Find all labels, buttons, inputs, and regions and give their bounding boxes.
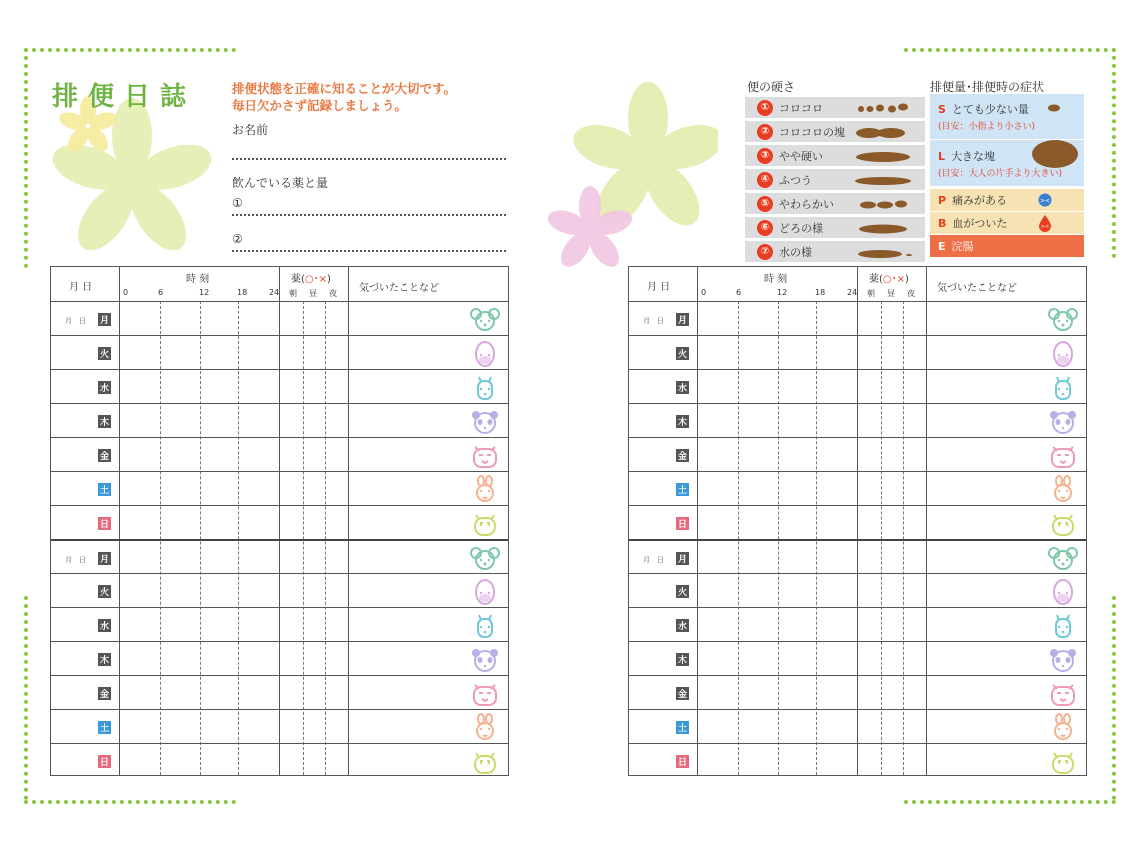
month-day-label: 月 日: [643, 317, 664, 325]
horse-icon: [1048, 747, 1078, 775]
medicine-sub-label: 昼: [309, 289, 317, 298]
date-column-header: 月 日: [647, 282, 671, 293]
table-row[interactable]: [51, 403, 508, 437]
hardness-number: ②: [757, 124, 773, 140]
weekday-badge: 月: [98, 552, 111, 565]
weekday-badge: 火: [98, 585, 111, 598]
intro-line-2: 毎日欠かさず記録しましょう。: [232, 98, 408, 113]
table-row[interactable]: [51, 539, 508, 573]
border-right-top: [1112, 48, 1116, 258]
border-left-bottom: [24, 596, 28, 800]
weekday-badge: 日: [98, 755, 111, 768]
rabbit-icon: [470, 407, 500, 435]
hardness-number: ③: [757, 148, 773, 164]
table-row[interactable]: [51, 607, 508, 641]
stool-shape-icon: [855, 245, 915, 259]
dragon-icon: [1048, 441, 1078, 469]
diary-table-left: [50, 266, 509, 776]
time-tick-label: 12: [777, 288, 788, 297]
legend-e: [930, 235, 1084, 257]
legend-p-key: P: [938, 194, 947, 207]
hardness-row: [745, 97, 925, 118]
horse-icon: [470, 747, 500, 775]
weekday-badge: 木: [98, 653, 111, 666]
weekday-badge: 日: [98, 517, 111, 530]
hardness-label: どろの様: [779, 221, 823, 235]
hardness-label: ふつう: [779, 173, 812, 187]
snake-icon: [1048, 713, 1078, 741]
intro-line-1: 排便状態を正確に知ることが大切です。: [232, 81, 457, 96]
hardness-label: やや硬い: [779, 149, 823, 163]
hardness-label: コロコロの塊: [779, 125, 845, 139]
hardness-row: [745, 241, 925, 262]
time-tick-label: 0: [701, 288, 707, 297]
weekday-badge: 火: [676, 347, 689, 360]
hardness-row: [745, 169, 925, 190]
weekday-badge: 金: [98, 687, 111, 700]
page-title: 排便日誌: [52, 82, 197, 112]
hardness-row: [745, 121, 925, 142]
weekday-badge: 水: [676, 381, 689, 394]
time-tick-label: 0: [123, 288, 129, 297]
table-row[interactable]: [629, 437, 1086, 471]
table-row[interactable]: [51, 743, 508, 777]
table-row[interactable]: [51, 437, 508, 471]
snake-icon: [470, 713, 500, 741]
cow-icon: [1048, 339, 1078, 367]
tiger-icon: [470, 373, 500, 401]
legend-s-label: とても少ない量: [951, 103, 1029, 116]
flower-decoration-right: [548, 80, 718, 270]
cow-icon: [470, 577, 500, 605]
table-row[interactable]: [51, 369, 508, 403]
month-day-label: 月 日: [643, 556, 664, 564]
weekday-badge: 金: [676, 449, 689, 462]
table-row[interactable]: [51, 573, 508, 607]
table-row[interactable]: [629, 335, 1086, 369]
medicine-header-text: 薬(: [869, 274, 883, 285]
rabbit-icon: [1048, 645, 1078, 673]
border-bottom-left: [24, 800, 236, 804]
medicine-sub-label: 夜: [907, 289, 915, 298]
hardness-label: 水の様: [779, 245, 812, 259]
weekday-badge: 火: [676, 585, 689, 598]
large-stool-icon: [1030, 138, 1080, 170]
legend-l-hint: (目安：大人の片手より大きい): [938, 168, 1063, 179]
stool-shape-icon: [855, 173, 915, 187]
border-top-left: [24, 48, 236, 52]
weekday-badge: 土: [98, 721, 111, 734]
table-row[interactable]: [629, 471, 1086, 505]
legend-p: [930, 189, 1084, 211]
diary-table-right: [628, 266, 1087, 776]
month-day-label: 月 日: [65, 556, 86, 564]
legend-s-key: S: [938, 103, 946, 116]
weekday-badge: 日: [676, 517, 689, 530]
legend-l-label: 大きな塊: [951, 149, 996, 163]
weekday-badge: 月: [676, 552, 689, 565]
time-tick-label: 12: [199, 288, 210, 297]
mouse-icon: [470, 305, 500, 333]
legend-b-label: 血がついた: [952, 217, 1008, 230]
weekday-badge: 日: [676, 755, 689, 768]
table-row[interactable]: [629, 573, 1086, 607]
snake-icon: [1048, 475, 1078, 503]
stool-shape-icon: [855, 125, 915, 139]
rabbit-icon: [1048, 407, 1078, 435]
horse-icon: [1048, 509, 1078, 537]
mouse-icon: [1048, 544, 1078, 572]
table-row[interactable]: [51, 675, 508, 709]
medicine-column-header: [869, 270, 909, 285]
dragon-icon: [470, 679, 500, 707]
hardness-legend-title: 便の硬さ: [747, 80, 796, 94]
table-row[interactable]: [629, 403, 1086, 437]
hardness-number: ④: [757, 172, 773, 188]
medicine-header-text: 薬(: [291, 274, 305, 285]
table-row[interactable]: [51, 505, 508, 539]
medicine-marks: ○･×: [304, 274, 328, 285]
hardness-label: コロコロ: [779, 101, 823, 115]
stool-shape-icon: [855, 221, 915, 235]
hardness-label: やわらかい: [779, 197, 834, 211]
border-left-top: [24, 48, 28, 268]
legend-l-key: L: [938, 149, 946, 163]
date-column-header: 月 日: [69, 282, 93, 293]
weekday-badge: 月: [676, 313, 689, 326]
legend-b: [930, 212, 1084, 234]
intro-text: [232, 80, 456, 114]
rabbit-icon: [470, 645, 500, 673]
weekday-badge: 土: [98, 483, 111, 496]
table-row[interactable]: [51, 471, 508, 505]
legend-s-hint: (目安：小指より小さい): [938, 122, 1036, 132]
notes-column-header: 気づいたことなど: [937, 283, 1017, 294]
horse-icon: [470, 509, 500, 537]
medicine-sub-label: 夜: [329, 289, 337, 298]
time-tick-label: 24: [847, 288, 858, 297]
table-row[interactable]: [629, 539, 1086, 573]
symptom-legend-title: 排便量･排便時の症状: [930, 80, 1045, 94]
pain-face-icon: [1038, 193, 1052, 207]
time-tick-label: 6: [158, 288, 164, 297]
table-row[interactable]: [629, 301, 1086, 335]
meds-label: 飲んでいる薬と量: [232, 176, 329, 190]
snake-icon: [470, 475, 500, 503]
small-stool-icon: [1046, 103, 1062, 113]
legend-e-label: 浣腸: [951, 240, 974, 253]
table-row[interactable]: [51, 301, 508, 335]
cow-icon: [1048, 577, 1078, 605]
weekday-badge: 月: [98, 313, 111, 326]
stool-shape-icon: [855, 101, 915, 115]
dragon-icon: [470, 441, 500, 469]
weekday-badge: 水: [98, 381, 111, 394]
medicine-header-close: ): [327, 274, 331, 285]
legend-e-key: E: [938, 240, 946, 253]
med-1-label: ①: [232, 196, 243, 210]
weekday-badge: 土: [676, 483, 689, 496]
svg-text:><: ><: [1039, 197, 1051, 205]
medicine-column-header: [291, 270, 331, 285]
medicine-marks: ○･×: [882, 274, 906, 285]
hardness-row: [745, 217, 925, 238]
table-row[interactable]: [629, 505, 1086, 539]
name-field-line[interactable]: [232, 158, 506, 160]
med-2-label: ②: [232, 232, 243, 246]
mouse-icon: [470, 544, 500, 572]
time-tick-label: 18: [815, 288, 826, 297]
hardness-number: ⑤: [757, 196, 773, 212]
svg-text:><: ><: [1040, 224, 1050, 230]
time-column-header: 時 刻: [186, 274, 210, 285]
legend-l: [930, 140, 1084, 186]
time-tick-label: 6: [736, 288, 742, 297]
tiger-icon: [1048, 611, 1078, 639]
flower-decoration-left: [52, 96, 212, 266]
time-column-header: 時 刻: [764, 274, 788, 285]
legend-p-label: 痛みがある: [952, 194, 1008, 207]
blood-drop-icon: [1038, 214, 1052, 232]
stool-shape-icon: [855, 149, 915, 163]
dragon-icon: [1048, 679, 1078, 707]
table-row[interactable]: [51, 641, 508, 675]
weekday-badge: 火: [98, 347, 111, 360]
table-row[interactable]: [629, 641, 1086, 675]
cow-icon: [470, 339, 500, 367]
medicine-header-close: ): [905, 274, 909, 285]
table-row[interactable]: [629, 369, 1086, 403]
weekday-badge: 金: [98, 449, 111, 462]
weekday-badge: 金: [676, 687, 689, 700]
medicine-sub-label: 昼: [887, 289, 895, 298]
border-right-bottom: [1112, 596, 1116, 800]
time-tick-label: 18: [237, 288, 248, 297]
stool-shape-icon: [855, 197, 915, 211]
weekday-badge: 水: [676, 619, 689, 632]
hardness-number: ①: [757, 100, 773, 116]
med-1-field-line[interactable]: [232, 214, 506, 216]
hardness-number: ⑦: [757, 244, 773, 260]
weekday-badge: 土: [676, 721, 689, 734]
hardness-number: ⑥: [757, 220, 773, 236]
legend-b-key: B: [938, 217, 947, 230]
notes-column-header: 気づいたことなど: [359, 283, 439, 294]
month-day-label: 月 日: [65, 317, 86, 325]
border-top-right: [904, 48, 1116, 52]
weekday-badge: 水: [98, 619, 111, 632]
table-row[interactable]: [51, 709, 508, 743]
hardness-row: [745, 145, 925, 166]
hardness-row: [745, 193, 925, 214]
weekday-badge: 木: [98, 415, 111, 428]
border-bottom-right: [904, 800, 1116, 804]
weekday-badge: 木: [676, 653, 689, 666]
table-row[interactable]: [629, 743, 1086, 777]
table-row[interactable]: [629, 709, 1086, 743]
medicine-sub-label: 朝: [867, 289, 875, 298]
legend-s: [930, 94, 1084, 139]
medicine-sub-label: 朝: [289, 289, 297, 298]
table-row[interactable]: [51, 335, 508, 369]
table-row[interactable]: [629, 675, 1086, 709]
time-tick-label: 24: [269, 288, 280, 297]
med-2-field-line[interactable]: [232, 250, 506, 252]
mouse-icon: [1048, 305, 1078, 333]
weekday-badge: 木: [676, 415, 689, 428]
table-row[interactable]: [629, 607, 1086, 641]
name-label: お名前: [232, 123, 269, 137]
tiger-icon: [1048, 373, 1078, 401]
tiger-icon: [470, 611, 500, 639]
